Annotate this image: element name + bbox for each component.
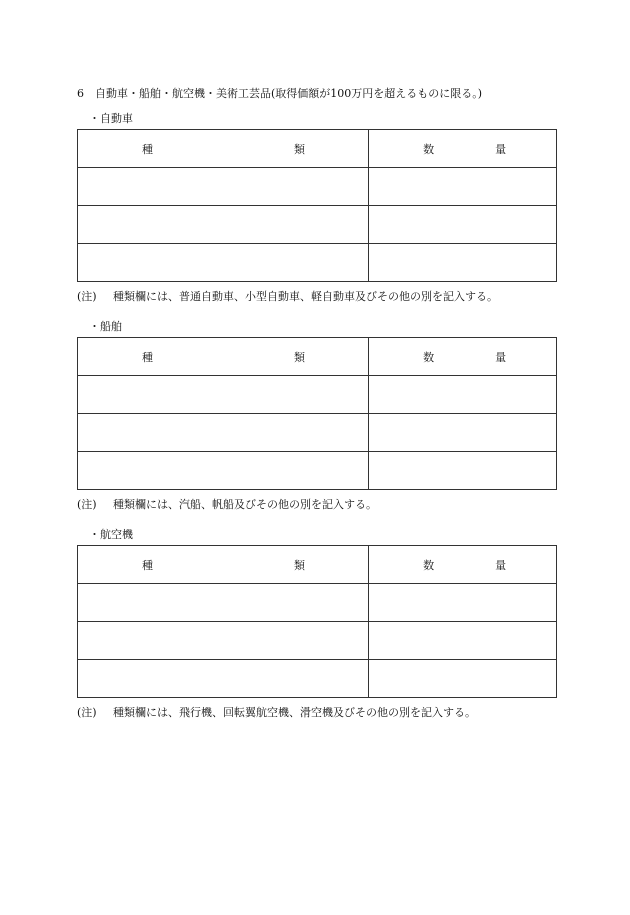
table-row <box>78 414 557 452</box>
ship-table <box>77 337 557 490</box>
note-text: 種類欄には、普通自動車、小型自動車、軽自動車及びその他の別を記入する。 <box>113 290 498 303</box>
kind-cell[interactable] <box>78 584 369 622</box>
kind-cell[interactable] <box>78 660 369 698</box>
kind-column-header: 種 類 <box>78 338 369 376</box>
table-header-row <box>78 546 557 584</box>
quantity-cell[interactable] <box>369 452 557 490</box>
quantity-column-header: 数 量 <box>369 338 557 376</box>
quantity-column-header: 数 量 <box>369 546 557 584</box>
automobile-table <box>77 129 557 282</box>
quantity-cell[interactable] <box>369 376 557 414</box>
quantity-column-header: 数 量 <box>369 130 557 168</box>
quantity-cell[interactable] <box>369 414 557 452</box>
section-title: 自動車・船舶・航空機・美術工芸品(取得価額が100万円を超えるものに限る。) <box>95 87 483 100</box>
table-row <box>78 168 557 206</box>
quantity-cell[interactable] <box>369 584 557 622</box>
note-mark: (注) <box>77 498 97 511</box>
note-mark: (注) <box>77 706 97 719</box>
kind-cell[interactable] <box>78 244 369 282</box>
note-text: 種類欄には、汽船、帆船及びその他の別を記入する。 <box>113 498 377 511</box>
aircraft-table <box>77 545 557 698</box>
section-heading <box>77 85 482 101</box>
table-row <box>78 244 557 282</box>
table-row <box>78 206 557 244</box>
kind-cell[interactable] <box>78 376 369 414</box>
quantity-cell[interactable] <box>369 660 557 698</box>
table-row <box>78 376 557 414</box>
table-header-row <box>78 130 557 168</box>
subsection-label-aircraft: ・航空機 <box>89 528 133 541</box>
subsection-label-automobile: ・自動車 <box>89 112 133 125</box>
aircraft-note <box>77 704 476 720</box>
ship-note <box>77 496 377 512</box>
table-row <box>78 622 557 660</box>
kind-cell[interactable] <box>78 414 369 452</box>
kind-cell[interactable] <box>78 452 369 490</box>
automobile-note <box>77 288 498 304</box>
quantity-cell[interactable] <box>369 244 557 282</box>
kind-cell[interactable] <box>78 206 369 244</box>
table-row <box>78 660 557 698</box>
subsection-label-ship: ・船舶 <box>89 320 122 333</box>
quantity-cell[interactable] <box>369 206 557 244</box>
kind-cell[interactable] <box>78 622 369 660</box>
note-mark: (注) <box>77 290 97 303</box>
quantity-cell[interactable] <box>369 168 557 206</box>
section-number: 6 <box>77 87 84 100</box>
kind-cell[interactable] <box>78 168 369 206</box>
kind-column-header: 種 類 <box>78 130 369 168</box>
quantity-cell[interactable] <box>369 622 557 660</box>
kind-column-header: 種 類 <box>78 546 369 584</box>
note-text: 種類欄には、飛行機、回転翼航空機、滑空機及びその他の別を記入する。 <box>113 706 476 719</box>
table-row <box>78 584 557 622</box>
table-header-row <box>78 338 557 376</box>
table-row <box>78 452 557 490</box>
